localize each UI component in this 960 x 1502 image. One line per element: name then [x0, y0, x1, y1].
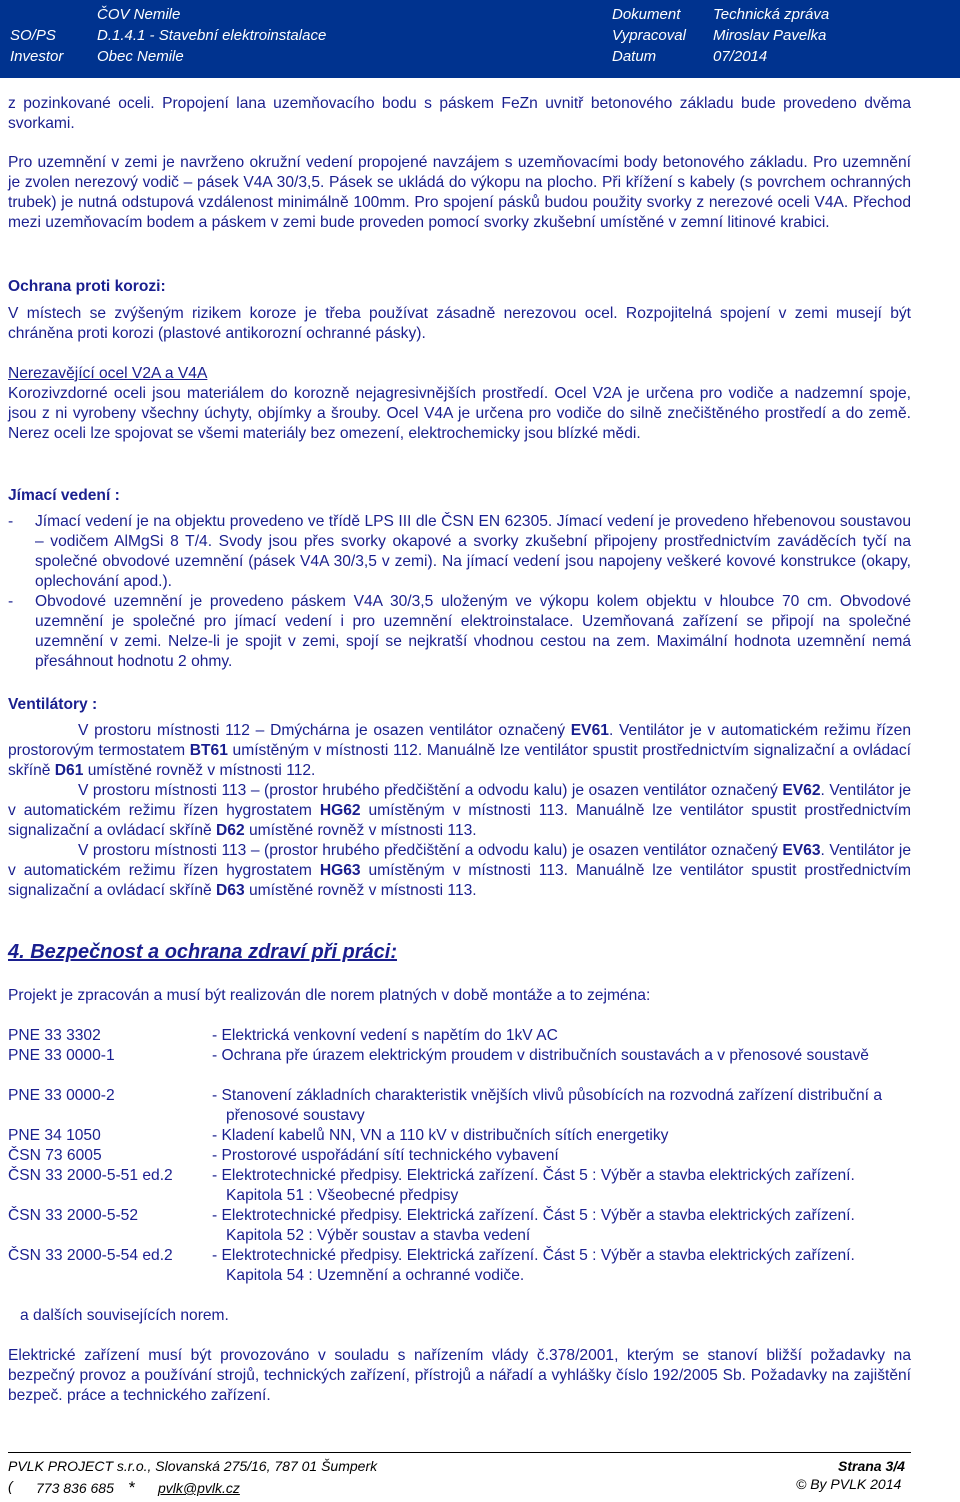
- standard-code: ČSN 73 6005: [8, 1147, 102, 1164]
- stainless-subheading: Nerezavějící ocel V2A a V4A: [8, 365, 208, 382]
- fan-code: EV61: [570, 722, 609, 739]
- air-termination-item-2: Obvodové uzemnění je provedeno páskem V4A 30/3,5 uloženým ve výkopu kolem objektu v hloubce 70 cm. Obvodové uzemnění je společné pro jímací vedení i pro uzemnění elektroinstalace. Uzemňovaná zařízení se připojí na společné uzemnění v zemi. Nelze-li je spojit v zemi, spojí se nejkratší vhodnou cestou na zem. Maximální hodnota uzemnění nemá přesáhnout hodnotu 2 ohmy.: [35, 593, 911, 670]
- date-value: 07/2014: [713, 48, 768, 65]
- footer-phone: 773 836 685: [36, 1480, 114, 1496]
- sensor-code: HG62: [319, 802, 361, 819]
- standard-code: PNE 33 0000-2: [8, 1087, 115, 1104]
- footer-company: PVLK PROJECT s.r.o., Slovanská 275/16, 787 01 Šumperk: [8, 1458, 378, 1474]
- standard-code: ČSN 33 2000-5-54 ed.2: [8, 1247, 173, 1264]
- footer-copyright: © By PVLK 2014: [796, 1476, 902, 1492]
- corrosion-heading: Ochrana proti korozi:: [8, 278, 166, 295]
- so-ps-label: SO/PS: [10, 27, 56, 44]
- standard-code: PNE 33 0000-1: [8, 1047, 115, 1064]
- regulation-paragraph: Elektrické zařízení musí být provozováno v souladu s nařízením vlády č.378/2001, kterým se stanoví bližší požadavky na bezpečný provoz a používání strojů, technických zařízení, přístrojů a nářadí a vyhlášky číslo 192/2005 Sb. Požadavky na zajištění bezpeč. práce a technického zařízení.: [8, 1347, 911, 1404]
- document-header: [0, 0, 960, 78]
- section-heading: 4. Bezpečnost a ochrana zdraví při práci:: [8, 941, 398, 963]
- panel-code: D63: [216, 882, 245, 899]
- standard-code: ČSN 33 2000-5-52: [8, 1207, 139, 1224]
- investor-label: Investor: [10, 48, 64, 65]
- fan-paragraph-1: V prostoru místnosti 112 – Dmýchárna je osazen ventilátor označený EV61. Ventilátor je v automatickém režimu řízen prostorovým termostatem BT61 umístěným v místnosti 112. Manuálně lze ventilátor spustit prostřednictvím signalizační a ovládací skříně D61 umístěné rovněž v místnosti 112.: [8, 722, 911, 779]
- list-dash: -: [8, 593, 14, 610]
- fan-code: EV63: [782, 842, 821, 859]
- air-termination-heading: Jímací vedení :: [8, 487, 120, 504]
- standard-description: - Elektrická venkovní vedení s napětím do 1kV AC: [212, 1027, 558, 1044]
- so-ps-value: D.1.4.1 - Stavební elektroinstalace: [97, 27, 327, 44]
- air-termination-item-1: Jímací vedení je na objektu provedeno ve třídě LPS III dle ČSN EN 62305. Jímací vedení je provedeno hřebenovou soustavou – vodičem AlMgSi 8 T/4. Svody jsou přes svorky okapové a svorky zkušební připojeny prostřednictvím zaváděcích tyčí na společné obvodové uzemnění (pásek V4A 30/3,5 v zemi). Na jímací vedení jsou napojeny veškeré kovové konstrukce (okapy, oplechování apod.).: [35, 513, 911, 590]
- standard-description: - Elektrotechnické předpisy. Elektrická zařízení. Část 5 : Výběr a stavba elektrických zařízení. Kapitola 51 : Všeobecné předpisy: [212, 1167, 855, 1204]
- corrosion-paragraph: V místech se zvýšeným rizikem koroze je třeba používat zásadně nerezovou ocel. Rozpojitelná spojení v zemi musejí být chráněna proti korozi (plastové antikorozní ochranné pásky).: [8, 305, 911, 342]
- standard-description: - Kladení kabelů NN, VN a 110 kV v distribučních sítích energetiky: [212, 1127, 669, 1144]
- investor-value: Obec Nemile: [97, 48, 184, 65]
- grounding-paragraph-2: Pro uzemnění v zemi je navrženo okružní vedení propojené navzájem s uzemňovacími body betonového základu. Pro uzemnění je zvolen nerezový vodič – pásek V4A 30/3,5. Pásek se ukládá do výkopu na plocho. Při křížení s kabely (s povrchem ochranných trubek) je nutná odstupová vzdálenost minimálně 100mm. Pro spojení pásků budou použity svorky z nerezové oceli V4A. Přechod mezi uzemňovacím bodem a páskem v zemi bude proveden pomocí svorky zkušební umístěné v zemní litinové krabici.: [8, 154, 911, 231]
- document-value: Technická zpráva: [713, 6, 830, 23]
- author-value: Miroslav Pavelka: [713, 27, 827, 44]
- standard-code: PNE 33 3302: [8, 1027, 101, 1044]
- fan-paragraph-3: V prostoru místnosti 113 – (prostor hrubého předčištění a odvodu kalu) je osazen ventilátor označený EV63. Ventilátor je v automatickém režimu řízen hygrostatem HG63 umístěným v místnosti 113. Manuálně lze ventilátor spustit prostřednictvím signalizační a ovládací skříně D63 umístěné rovněž v místnosti 113.: [8, 842, 912, 899]
- other-standards-note: a dalších souvisejících norem.: [20, 1307, 229, 1324]
- stainless-paragraph: Korozivzdorné oceli jsou materiálem do korozně nejagresivnějších prostředí. Ocel V2A je určena pro vodiče a nadzemní spoje, jsou z ni vyrobeny všechny úchyty, objímky a šrouby. Ocel V4A je určena pro vodiče do silně znečištěného prostředí a do země. Nerez oceli lze spojovat se všemi materiály bez omezení, elektrochemicky jsou blízké mědi.: [8, 385, 911, 442]
- grounding-paragraph-1: z pozinkované oceli. Propojení lana uzemňovacího bodu s páskem FeZn uvnitř betonového základu bude provedeno dvěma svorkami.: [8, 95, 911, 132]
- fan-code: EV62: [782, 782, 821, 799]
- fan-paragraph-2: V prostoru místnosti 113 – (prostor hrubého předčištění a odvodu kalu) je osazen ventilátor označený EV62. Ventilátor je v automatickém režimu řízen hygrostatem HG62 umístěným v místnosti 113. Manuálně lze ventilátor spustit prostřednictvím signalizační a ovládací skříně D62 umístěné rovněž v místnosti 113.: [8, 782, 912, 839]
- sensor-code: BT61: [189, 742, 228, 759]
- sensor-code: HG63: [319, 862, 361, 879]
- fans-heading: Ventilátory :: [8, 696, 98, 713]
- standard-description: - Ochrana pře úrazem elektrickým proudem v distribučních soustavách a v přenosové soustavě: [212, 1047, 869, 1064]
- footer-email-link[interactable]: pvlk@pvlk.cz: [158, 1480, 240, 1496]
- list-dash: -: [8, 513, 14, 530]
- standard-code: PNE 34 1050: [8, 1127, 101, 1144]
- standard-description: - Prostorové uspořádání sítí technického vybavení: [212, 1147, 559, 1164]
- standard-description: - Elektrotechnické předpisy. Elektrická zařízení. Část 5 : Výběr a stavba elektrických zařízení. Kapitola 54 : Uzemnění a ochranné vodiče.: [212, 1247, 855, 1284]
- document-label: Dokument: [612, 6, 681, 23]
- panel-code: D61: [54, 762, 84, 779]
- phone-icon: (: [8, 1478, 13, 1494]
- page-number: Strana 3/4: [838, 1458, 905, 1474]
- standards-intro: Projekt je zpracován a musí být realizován dle norem platných v době montáže a to zejména:: [8, 987, 651, 1004]
- standard-description: - Elektrotechnické předpisy. Elektrická zařízení. Část 5 : Výběr a stavba elektrických zařízení. Kapitola 52 : Výběr soustav a stavba vedení: [212, 1207, 855, 1244]
- panel-code: D62: [216, 822, 245, 839]
- footer-divider: [8, 1452, 911, 1453]
- author-label: Vypracoval: [612, 27, 686, 44]
- project-name: ČOV Nemile: [97, 6, 181, 23]
- date-label: Datum: [612, 48, 657, 65]
- email-icon: *: [128, 1478, 135, 1497]
- standard-description: - Stanovení základních charakteristik vnějších vlivů působících na rozvodná zařízení distribuční a přenosové soustavy: [212, 1087, 883, 1124]
- standard-code: ČSN 33 2000-5-51 ed.2: [8, 1167, 173, 1184]
